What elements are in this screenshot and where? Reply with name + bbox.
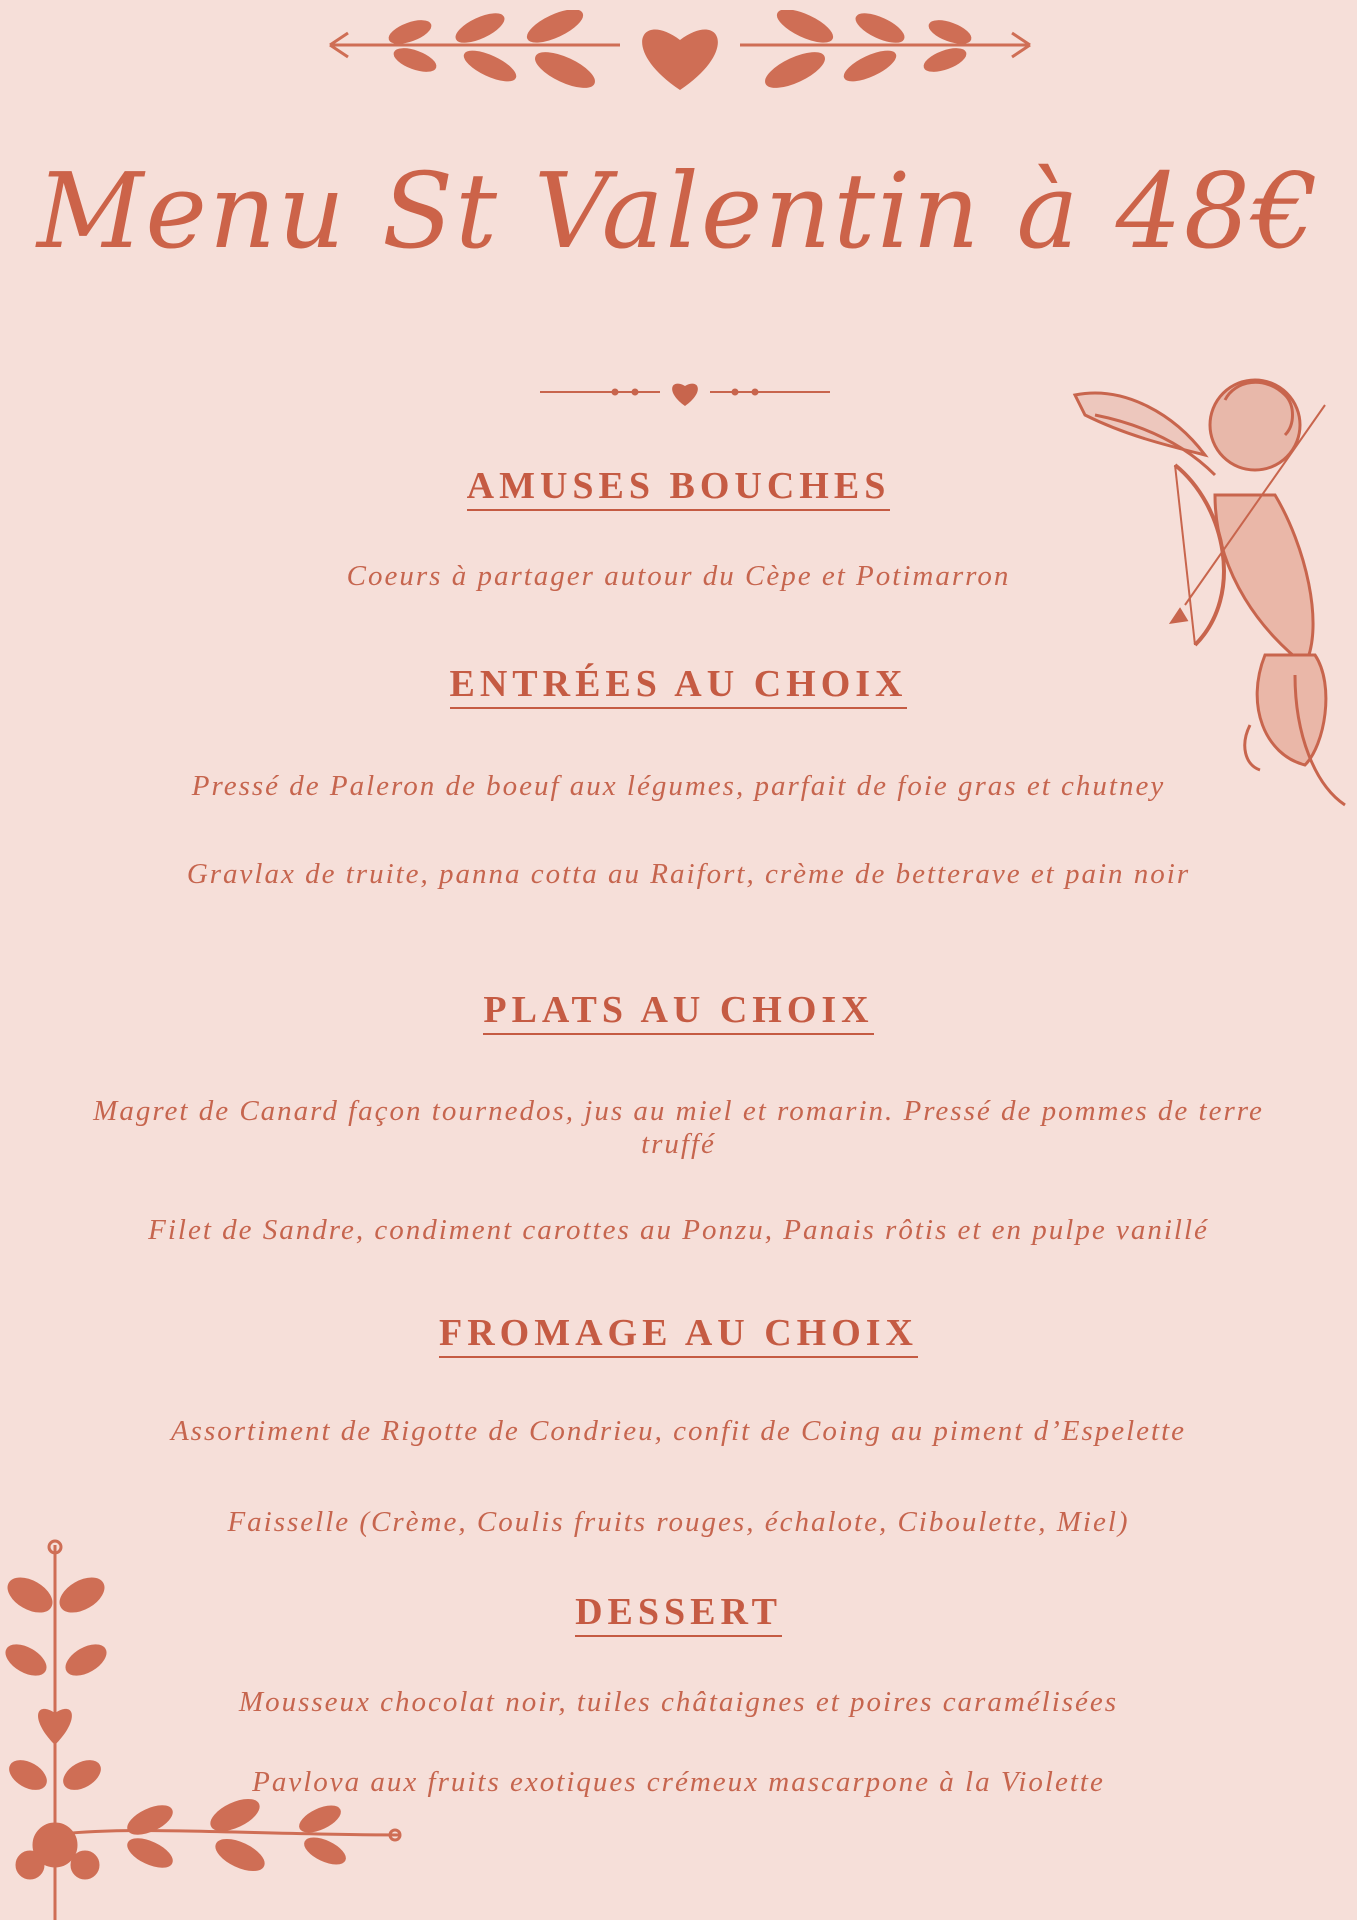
dish-item: Mousseux chocolat noir, tuiles châtaignes et poires caramélisées (238, 1686, 1119, 1718)
section-heading-fromage: FROMAGE AU CHOIX (0, 1311, 1357, 1355)
dish-item: Pressé de Paleron de boeuf aux légumes, parfait de foie gras et chutney (191, 770, 1166, 802)
section-heading-amuses-bouches: AMUSES BOUCHES (0, 464, 1357, 508)
menu-title: Menu St Valentin à 48€ (36, 150, 1321, 272)
dish-item: Assortiment de Rigotte de Condrieu, confit de Coing au piment d’Espelette (170, 1415, 1187, 1447)
dish-item: Faisselle (Crème, Coulis fruits rouges, échalote, Ciboulette, Miel) (227, 1506, 1130, 1538)
section-heading-plats: PLATS AU CHOIX (0, 988, 1357, 1032)
dish-item: Pavlova aux fruits exotiques crémeux mascarpone à la Violette (252, 1766, 1105, 1798)
section-heading-dessert: DESSERT (0, 1590, 1357, 1634)
laurel-heart-icon (320, 10, 1040, 100)
dish-item: Coeurs à partager autour du Cèpe et Potimarron (346, 560, 1011, 592)
dish-item: Filet de Sandre, condiment carottes au Ponzu, Panais rôtis et en pulpe vanillé (148, 1214, 1209, 1246)
heart-divider-icon (535, 372, 835, 412)
dish-item: Gravlax de truite, panna cotta au Raifort, crème de betterave et pain noir (186, 858, 1191, 890)
section-heading-entrees: ENTRÉES AU CHOIX (0, 662, 1357, 706)
dish-item: Magret de Canard façon tournedos, jus au miel et romarin. Pressé de pommes de terre truffé (93, 1095, 1264, 1160)
